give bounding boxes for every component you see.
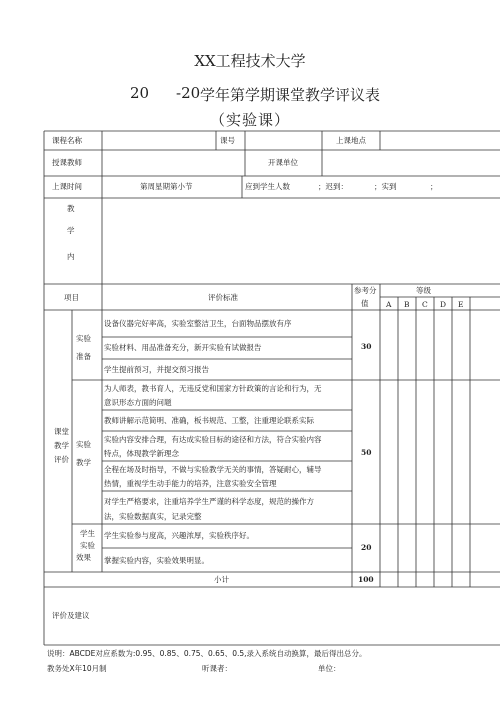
score-header-1: 参考分 — [354, 286, 377, 295]
criteria-row: 全程在场及时指导，不做与实验教学无关的事情，答疑耐心，辅导 — [104, 465, 322, 474]
course-name-field[interactable] — [104, 132, 214, 149]
criteria-row: 特点，体现教学新理念 — [104, 449, 179, 458]
score-header-2: 值 — [361, 299, 369, 308]
form-type: （实验课） — [209, 111, 290, 129]
criteria-row: 对学生严格要求，注重培养学生严谨的科学态度，规范的操作方 — [104, 497, 314, 506]
criteria-row: 法，实验数据真实，记录完整 — [104, 512, 202, 521]
unit-label: 开课单位 — [268, 158, 298, 167]
section-prep-label-1: 实验 — [76, 334, 91, 343]
criteria-row: 学生实验参与度高，兴趣浓厚，实验秩序好。 — [104, 531, 254, 540]
course-name-label: 课程名称 — [52, 136, 82, 145]
content-field[interactable] — [104, 200, 498, 282]
footer-unit-label: 单位： — [318, 664, 341, 673]
category-label-3: 评价 — [54, 455, 69, 464]
content-label-1: 教 — [67, 204, 75, 213]
section-teaching-score: 50 — [361, 448, 372, 457]
content-label-3: 内 — [67, 252, 75, 261]
criteria-row: 设备仪器完好率高，实验室整洁卫生，台面物品摆放有序 — [104, 319, 292, 328]
teacher-field[interactable] — [104, 151, 243, 175]
subtotal-score: 100 — [358, 575, 374, 584]
section-effect-label-1: 学生 — [80, 529, 95, 538]
section-effect-label-3: 效果 — [76, 553, 91, 562]
criteria-row: 实验内容安排合理，有达成实验目标的途径和方法，符合实验内容 — [104, 435, 322, 444]
form-subtitle: 学年第学期课堂教学评议表 — [200, 86, 381, 104]
section-effect-label-2: 实验 — [80, 541, 95, 550]
separator: ； — [430, 182, 438, 191]
unit-field[interactable] — [324, 151, 498, 175]
section-prep-score: 30 — [361, 342, 372, 351]
criteria-row: 教师讲解示范简明、准确，板书规范、工整，注重理论联系实际 — [104, 416, 314, 425]
late-label: ；迟到： — [318, 182, 348, 191]
grade-e: E — [458, 300, 464, 309]
evaluation-label: 评价及建议 — [52, 611, 90, 620]
time-label: 上课时间 — [52, 182, 82, 191]
criteria-row: 为人师表，教书育人，无违反党和国家方针政策的言论和行为，无 — [104, 384, 322, 393]
criteria-row: 热情，重视学生动手能力的培养，注意实验安全管理 — [104, 479, 277, 488]
criteria-row: 掌握实验内容，实验效果明显。 — [104, 556, 209, 565]
year-end: -20 — [176, 84, 201, 102]
grade-a: A — [386, 300, 392, 309]
subtotal-label: 小计 — [214, 575, 229, 584]
item-header: 项目 — [64, 293, 79, 302]
section-teaching-label-1: 实验 — [76, 440, 91, 449]
course-no-label: 课号 — [220, 136, 235, 145]
actual-label: ；实到 — [374, 182, 397, 191]
time-value: 第周星期第小节 — [140, 182, 193, 191]
category-label-2: 教学 — [54, 441, 69, 450]
course-no-field[interactable] — [247, 132, 320, 149]
footer-made-by: 教务处X年10月制 — [47, 664, 107, 673]
criteria-row: 实验材料、用品准备充分，新开实验有试做报告 — [104, 343, 262, 352]
teacher-label: 授课教师 — [52, 158, 82, 167]
footer-listener-label: 听课者： — [202, 664, 232, 673]
section-teaching-label-2: 教学 — [76, 458, 91, 467]
evaluation-field[interactable] — [104, 589, 498, 643]
criteria-header: 评价标准 — [208, 293, 238, 302]
expected-students-label: 应到学生人数 — [245, 182, 290, 191]
grade-header: 等级 — [416, 286, 431, 295]
criteria-row: 意识形态方面的问题 — [104, 398, 172, 407]
footer-note: 说明：ABCDE对应系数为:0.95、0.85、0.75、0.65、0.5,录入系统自动换算，最后得出总分。 — [47, 649, 367, 658]
university-title: XX工程技术大学 — [194, 52, 306, 70]
section-prep-label-2: 准备 — [76, 352, 91, 361]
grade-c: C — [422, 300, 428, 309]
category-label-1: 课堂 — [54, 427, 69, 436]
location-field[interactable] — [382, 132, 498, 149]
grade-d: D — [440, 300, 447, 309]
year-start: 20 — [130, 84, 150, 102]
criteria-row: 学生提前预习，并提交预习报告 — [104, 365, 209, 374]
content-label-2: 学 — [67, 226, 75, 235]
location-label: 上课地点 — [336, 136, 366, 145]
section-effect-score: 20 — [361, 543, 372, 552]
grade-b: B — [404, 300, 410, 309]
